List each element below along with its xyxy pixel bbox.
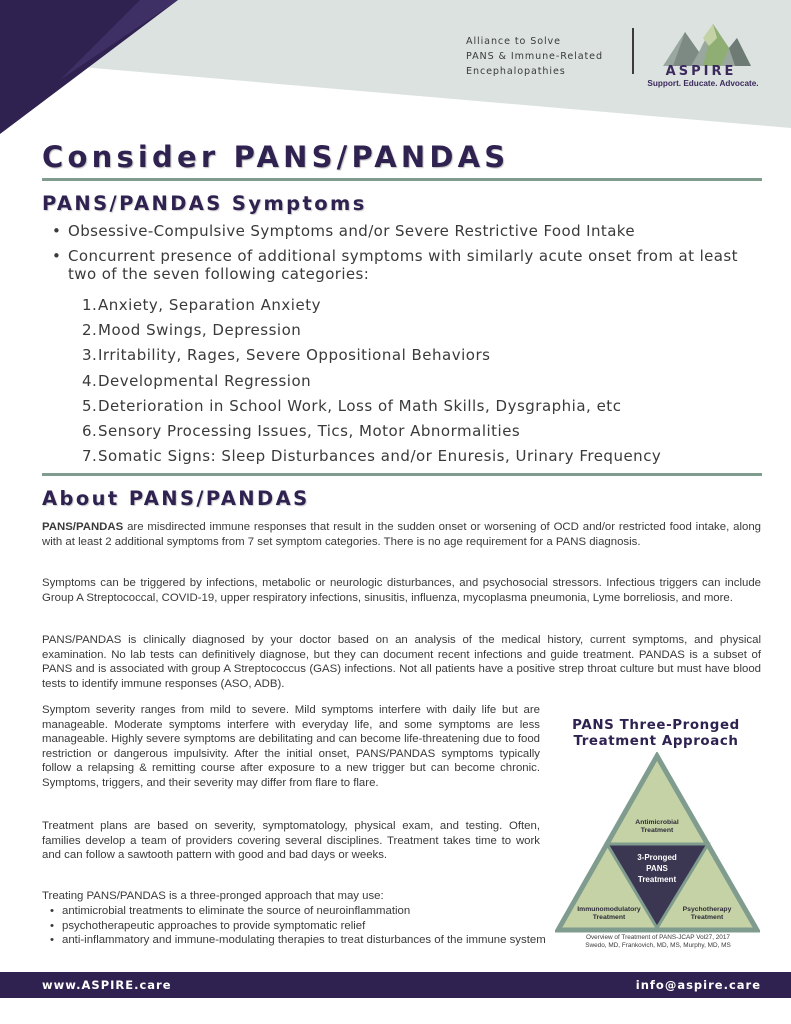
- about-paragraph-3: PANS/PANDAS is clinically diagnosed by your doctor based on an analysis of the medical history, current symptoms, and physical examination. No lab tests can definitively diagnose, but they can document recent infections and guide treatment. PANDAS is a subset of PANS and is associated with group A Streptococcus (GAS) infections. Not all patients have a positive strep throat culture but must have blood tests to identify immune responses (ASO, ADB).: [42, 634, 761, 690]
- title-divider: [42, 178, 762, 181]
- page-title: Consider PANS/PANDAS: [42, 140, 510, 174]
- list-item: 2.Mood Swings, Depression: [82, 321, 302, 340]
- immunomodulatory-label: Immunomodulatory Treatment: [577, 906, 641, 921]
- diagram-citation: Overview of Treatment of PANS-JCAP Vol27, 2017 Swedo, MD, Frankovich, MD, MS, Murphy, MD, MS: [585, 934, 731, 949]
- diagram-title: PANS Three-Pronged Treatment Approach: [572, 718, 740, 749]
- logo-wordmark: ASPIRE: [665, 64, 737, 79]
- list-item: 1.Anxiety, Separation Anxiety: [82, 296, 321, 314]
- header-divider: [632, 28, 634, 74]
- aspire-logo-mountains-icon: [655, 18, 755, 70]
- symptoms-bullet-list: [52, 222, 752, 290]
- treatment-list: [50, 904, 550, 948]
- list-item: 7.Somatic Signs: Sleep Disturbances and/or Enuresis, Urinary Frequency: [82, 447, 662, 466]
- list-item: • Obsessive-Compulsive Symptoms and/or Severe Restrictive Food Intake: [52, 222, 752, 241]
- about-paragraph-6: Treating PANS/PANDAS is a three-pronged approach that may use:: [42, 890, 384, 902]
- list-item: • Concurrent presence of additional symptoms with similarly acute onset from at least two of the seven following categories:: [52, 247, 752, 284]
- alliance-name: Alliance to Solve PANS & Immune-Related Encephalopathies: [466, 36, 603, 77]
- list-item: • antimicrobial treatments to eliminate the source of neuroinflammation: [50, 904, 550, 919]
- list-item: 4.Developmental Regression: [82, 371, 312, 390]
- symptoms-divider: [42, 473, 762, 476]
- psychotherapy-label: Psychotherapy Treatment: [682, 906, 732, 921]
- symptom-categories-list: [82, 294, 661, 470]
- logo-tagline: Support. Educate. Advocate.: [647, 79, 759, 88]
- about-paragraph-1: PANS/PANDAS are misdirected immune responses that result in the sudden onset or worsening of OCD and/or restricted food intake, along with at least 2 additional symptoms from 7 set symptom categories. There is no age requirement for a PANS diagnosis.: [42, 521, 761, 548]
- list-item: 3.Irritability, Rages, Severe Oppositional Behaviors: [82, 346, 491, 365]
- center-label: 3-Pronged PANS Treatment: [637, 853, 677, 884]
- symptoms-heading: PANS/PANDAS Symptoms: [42, 192, 367, 215]
- email-link[interactable]: info@aspire.care: [635, 978, 761, 992]
- about-paragraph-5: Treatment plans are based on severity, symptomatology, physical exam, and testing. Often, families develop a team of providers covering several disciplines. Treatment takes time to work and can follow a sawtooth pattern with good and bad days or weeks.: [42, 820, 540, 862]
- about-heading: About PANS/PANDAS: [42, 487, 310, 510]
- list-item: 6.Sensory Processing Issues, Tics, Motor Abnormalities: [82, 421, 521, 440]
- list-item: • anti-inflammatory and immune-modulating therapies to treat disturbances of the immune system: [50, 933, 550, 948]
- footer-bar: [0, 972, 791, 998]
- antimicrobial-label: Antimicrobial Treatment: [635, 819, 679, 834]
- list-item: 5.Deterioration in School Work, Loss of Math Skills, Dysgraphia, etc: [82, 396, 622, 415]
- about-paragraph-2: Symptoms can be triggered by infections, metabolic or neurologic disturbances, and psychosocial stressors. Infectious triggers can include Group A Streptococcal, COVID-19, upper respiratory infections, sinusitis, influenza, mycoplasma pneumonia, Lyme borreliosis, and more.: [42, 577, 761, 604]
- website-link[interactable]: www.ASPIRE.care: [42, 978, 172, 992]
- about-paragraph-4: Symptom severity ranges from mild to severe. Mild symptoms interfere with daily life but are manageable. Moderate symptoms interfere with everyday life, and some symptoms are less manageable. Highly severe symptoms are debilitating and can become life-threatening due to food restriction or dangerous impulsivity. After the initial onset, PANS/PANDAS symptoms typically follow a relapsing & remitting course after exposure to a new trigger but can become chronic. Symptoms, triggers, and their severity may differ from flare to flare.: [42, 704, 540, 789]
- list-item: • psychotherapeutic approaches to provide symptomatic relief: [50, 919, 550, 934]
